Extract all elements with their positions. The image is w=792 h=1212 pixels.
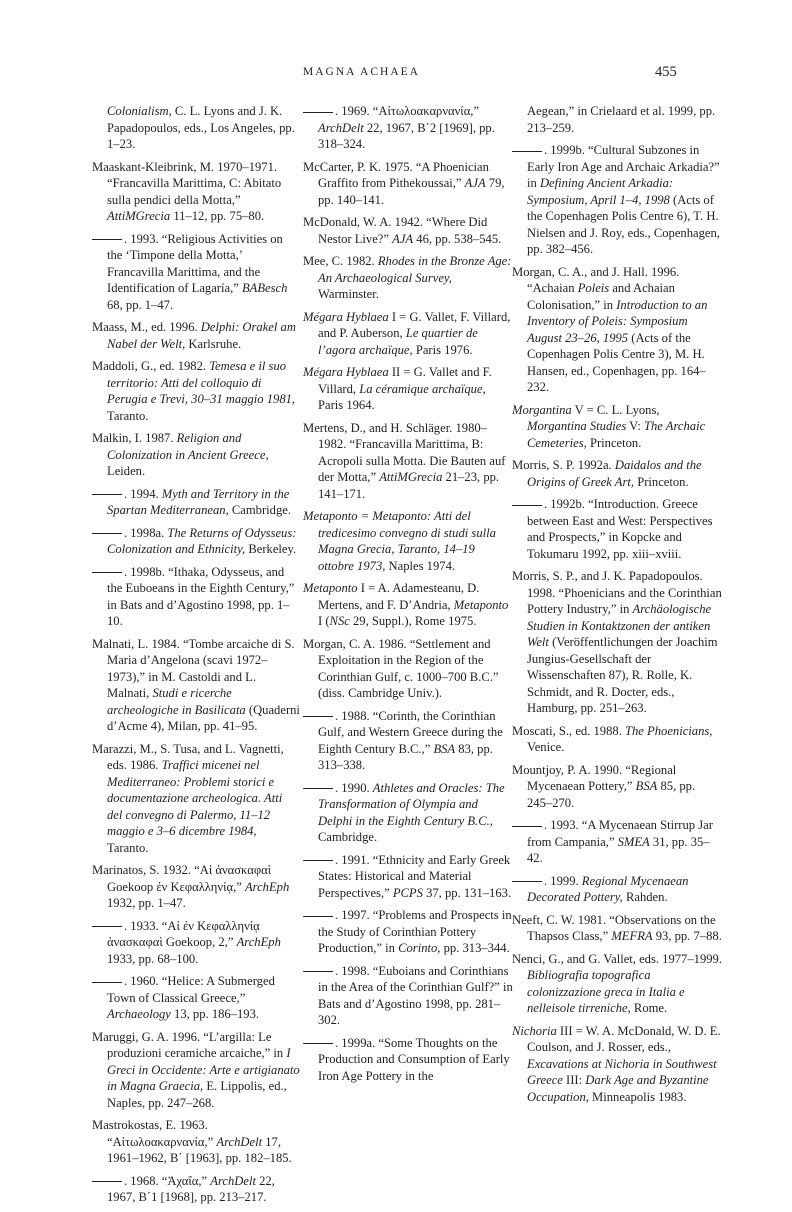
entry-text: . 1998b. “Ithaka, Odysseus, and the Euboeans in the Eighth Century,” in Bats and d’Agostino 1998, pp. 1–10. (107, 564, 295, 628)
entry-italic-text: Delphi: Orakel am Nabel der Welt, (107, 320, 296, 351)
entry-text: 17, 1961–1962, Β΄ [1963], pp. 182–185. (107, 1134, 292, 1165)
bibliography-entry-repeat-author (512, 817, 722, 867)
entry-text: . 1997. “Problems and Prospects in the Study of Corinthian Pottery Production,” in (318, 908, 512, 955)
entry-italic-text: Metaponto (453, 597, 509, 612)
entry-text: 11–12, pp. 75–80. (170, 209, 265, 223)
bibliography-entry-repeat-author (512, 873, 722, 906)
same-author-dash (92, 533, 122, 534)
bibliography-entry (512, 568, 722, 717)
entry-text: McDonald, W. A. 1942. “Where Did Nestor Live?” (303, 215, 488, 246)
entry-italic-text: Colonialism, (107, 104, 172, 118)
entry-text: Aegean,” in Crielaard et al. 1999, pp. 213–259. (527, 104, 716, 135)
entry-italic-text: The Archaic Cemeteries, (527, 419, 706, 450)
entry-italic-text: PCPS (392, 885, 423, 900)
bibliography-entry-repeat-author (512, 142, 722, 258)
entry-italic-text: Rhodes in the Bronze Age: An Archaeological Survey, (318, 254, 512, 285)
entry-italic-text: Archaeology (107, 1007, 171, 1021)
bibliography-entry (512, 103, 722, 136)
entry-text: Maruggi, G. A. 1996. “L’argilla: Le produzioni ceramiche arcaiche,” in (92, 1029, 287, 1060)
bibliography-entry (303, 580, 513, 630)
bibliography-entry (92, 358, 300, 424)
entry-text: Princeton. (586, 435, 642, 450)
entry-text: Maddoli, G., ed. 1982. (92, 359, 210, 373)
same-author-dash (92, 982, 122, 983)
entry-text: 1933, pp. 68–100. (107, 951, 199, 966)
entry-italic-text: Poleis (577, 281, 610, 295)
running-header (0, 58, 792, 78)
same-author-dash (92, 1181, 122, 1182)
bibliography-entry-repeat-author (303, 780, 513, 846)
bibliography-entry-repeat-author (303, 708, 513, 774)
entry-text: . 1991. “Ethnicity and Early Greek States: Historical and Material Perspectives,” (318, 852, 511, 900)
entry-text: 31, pp. 35–42. (527, 834, 710, 865)
entry-text: (Quaderni d’Acme 4), Milan, pp. 41–95. (107, 702, 300, 733)
entry-text: I ( (318, 614, 330, 628)
entry-text: Mastrokostas, E. 1963. “Αἰτωλοακαρνανία,” (92, 1118, 217, 1149)
bibliography-entry-repeat-author (303, 852, 513, 902)
entry-italic-text: Daidalos and the Origins of Greek Art, (527, 458, 702, 489)
entry-italic-text: BSA (433, 741, 456, 756)
same-author-dash (303, 716, 333, 717)
entry-text: Venice. (527, 740, 565, 754)
entry-text: Mertens, D., and H. Schläger. 1980–1982. “Francavilla Marittima, B: Acropoli sulla Motta. Die Bauten auf der Motta,” (303, 420, 506, 484)
entry-text: Naples 1974. (385, 558, 456, 573)
bibliography-entry (512, 762, 722, 812)
entry-text: pp. 313–344. (440, 941, 510, 955)
entry-italic-text: Regional Mycenaean Decorated Pottery, (527, 873, 689, 904)
bibliography-entry-repeat-author (303, 907, 513, 957)
entry-text: . 1998. “Euboians and Corinthians in the Area of the Corinthian Gulf?” in Bats and d’Agostino 1998, pp. 281–302. (318, 963, 513, 1027)
same-author-dash (92, 572, 122, 573)
same-author-dash (512, 505, 542, 506)
entry-text: 68, pp. 1–47. (107, 297, 174, 312)
bibliography-entry (92, 319, 300, 352)
bibliography-entry (92, 1029, 300, 1112)
entry-italic-text: BSA (635, 779, 658, 793)
entry-text: 13, pp. 186–193. (170, 1007, 260, 1021)
entry-text: (Acts of the Copenhagen Polis Centre 3), M. H. Hansen, ed., Copenhagen, pp. 164–232. (527, 330, 706, 394)
entry-text: . 1968. “Ἀχαΐα,” (124, 1173, 211, 1188)
entry-text: 46, pp. 538–545. (413, 231, 502, 246)
bibliography-column-3 (512, 103, 722, 1111)
entry-text: (Acts of the Copenhagen Polis Centre 6), T. H. Nielsen and J. Roy, eds., Copenhagen, pp. 382–456. (527, 192, 720, 256)
entry-text: Warminster. (318, 287, 379, 301)
bibliography-entry (92, 741, 300, 857)
entry-italic-text: The Phoenicians, (625, 723, 713, 738)
bibliography-entry (303, 364, 513, 414)
entry-text: . 1999a. “Some Thoughts on the Production and Consumption of Early Iron Age Pottery in the (318, 1035, 510, 1083)
bibliography-column-1 (92, 103, 300, 1212)
entry-text: Cambridge. (228, 503, 291, 517)
entry-text: Morris, S. P. 1992a. (512, 458, 615, 472)
entry-italic-text: The Returns of Odysseus: Colonization and Ethnicity, (107, 525, 297, 556)
entry-text: . 1992b. “Introduction. Greece between East and West: Perspectives and Prospects,” in Kopcke and Tokumaru 1992, pp. xiii–xviii. (527, 497, 713, 561)
bibliography-entry-repeat-author (92, 525, 300, 558)
entry-italic-text: MEFRA (611, 929, 653, 943)
bibliography-entry-repeat-author (92, 1173, 300, 1206)
entry-text: . 1933. “Αἱ ἐν Κεφαλληνίᾳ ἀνασκαφαὶ Goekoop, 2,” (107, 918, 260, 949)
bibliography-entry (512, 723, 722, 756)
bibliography-entry-repeat-author (303, 103, 513, 153)
entry-text: E. Lippolis, ed., Naples, pp. 247–268. (107, 1079, 287, 1110)
entry-text: Cambridge. (318, 830, 378, 844)
bibliography-entry (92, 103, 300, 153)
entry-italic-text: Myth and Territory in the Spartan Mediterranean, (107, 486, 290, 517)
entry-text: Taranto. (107, 408, 149, 423)
entry-text: 21–23, pp. 141–171. (318, 470, 500, 501)
bibliography-entry (92, 430, 300, 480)
bibliography-entry (512, 457, 722, 490)
entry-text: Morgan, C. A., and J. Hall. 1996. “Achaian (512, 264, 680, 295)
entry-text: Leiden. (107, 464, 146, 478)
entry-text: Princeton. (634, 474, 689, 489)
same-author-dash (92, 926, 122, 927)
bibliography-entry (303, 214, 513, 247)
entry-italic-text: Bibliografia topografica colonizzazione greca in Italia e nelleisole tirreniche, (527, 968, 685, 1015)
entry-italic-text: Studi e ricerche archeologiche in Basilicata (107, 686, 246, 717)
entry-text: (Veröffentlichungen der Joachim Jungius-Gesellschaft der Wissenschaften 87), R. Rolle, K. Schmidt, and R. Docter, eds., Hamburg, pp. 251–263. (527, 635, 718, 715)
entry-text: III: (562, 1073, 586, 1087)
same-author-dash (92, 239, 122, 240)
entry-text: C. L. Lyons and J. K. Papadopoulos, eds., Los Angeles, pp. 1–23. (107, 104, 295, 151)
entry-text: V = C. L. Lyons, (571, 402, 660, 417)
entry-text: Moscati, S., ed. 1988. (512, 723, 625, 738)
bibliography-entry (303, 253, 513, 303)
entry-text: 29, Suppl.), Rome 1975. (349, 614, 477, 628)
entry-text: . 1960. “Helice: A Submerged Town of Classical Greece,” (107, 974, 275, 1005)
entry-text: I = G. Vallet, F. Villard, and P. Auberson, (318, 309, 511, 340)
bibliography-entry (303, 309, 513, 359)
entry-text: Minneapolis 1983. (588, 1089, 687, 1104)
entry-italic-text: SMEA (617, 834, 650, 849)
entry-italic-text: Le quartier de l’agora archaïque, (318, 326, 478, 357)
entry-italic-text: Metaponto = Metaponto: Atti del tredicesimo convegno di studi sulla Magna Grecia, Taranto, 14–19 ottobre 1973, (303, 509, 496, 573)
same-author-dash (303, 112, 333, 113)
same-author-dash (92, 494, 122, 495)
entry-text: 22, 1967, Β΄1 [1968], pp. 213–217. (107, 1173, 275, 1204)
entry-text: . 1994. (124, 486, 162, 501)
entry-italic-text: Athletes and Oracles: The Transformation of Olympia and Delphi in the Eighth Century B.C., (318, 780, 505, 828)
bibliography-entry-repeat-author (303, 1035, 513, 1085)
entry-text: Karlsruhe. (185, 336, 242, 351)
entry-text: Taranto. (107, 840, 149, 855)
same-author-dash (303, 916, 333, 917)
entry-text: Maass, M., ed. 1996. (92, 320, 201, 334)
bibliography-entry-repeat-author (92, 486, 300, 519)
entry-italic-text: NSc (329, 614, 350, 628)
entry-text: Neeft, C. W. 1981. “Observations on the Thapsos Class,” (512, 912, 716, 943)
entry-italic-text: ArchEph (244, 879, 290, 894)
entry-italic-text: ArchDelt (318, 120, 364, 135)
bibliography-column-2 (303, 103, 513, 1090)
entry-text: 85, pp. 245–270. (527, 779, 696, 810)
entry-text: . 1993. “Religious Activities on the ‘Timpone della Motta,’ Francavilla Marittima, and the Identification of Lagaría,” (107, 231, 283, 295)
entry-text: . 1999. (544, 873, 582, 888)
entry-italic-text: BABesch (241, 281, 288, 295)
entry-text: Malnati, L. 1984. “Tombe arcaiche di S. Maria d’Angelona (scavi 1972–1973),” in M. Castoldi and L. Malnati, (92, 636, 295, 700)
entry-text: Malkin, I. 1987. (92, 431, 177, 445)
same-author-dash (512, 826, 542, 827)
bibliography-entry-repeat-author (92, 564, 300, 630)
entry-italic-text: Religion and Colonization in Ancient Greece, (107, 431, 269, 462)
entry-text: Morris, S. P., and J. K. Papadopoulos. 1998. “Phoenicians and the Corinthian Pottery Industry,” in (512, 569, 722, 616)
entry-italic-text: Nichoria (512, 1023, 557, 1038)
bibliography-entry-repeat-author (303, 963, 513, 1029)
entry-text: Nenci, G., and G. Vallet, eds. 1977–1999. (512, 951, 722, 966)
entry-italic-text: Defining Ancient Arkadia: Symposium, April 1–4, 1998 (527, 176, 674, 207)
entry-text: 93, pp. 7–88. (652, 929, 722, 943)
same-author-dash (303, 788, 333, 789)
bibliography-entry-repeat-author (92, 231, 300, 314)
entry-text: Rahden. (622, 890, 668, 904)
entry-text: V: (626, 419, 644, 433)
bibliography-entry-repeat-author (512, 496, 722, 562)
entry-text: and Achaian Colonisation,” in (527, 281, 675, 312)
entry-text: Mountjoy, P. A. 1990. “Regional Mycenaean Pottery,” (512, 762, 677, 793)
entry-italic-text: ArchDelt (210, 1173, 256, 1188)
entry-text: Mee, C. 1982. (303, 254, 378, 268)
entry-italic-text: I Greci in Occidente: Arte e artigianato in Magna Graecia, (107, 1046, 300, 1093)
entry-italic-text: Traffici micenei nel Mediterraneo: Problemi storici e documentazione archeologica. Atti del convegno di Palermo, 11–12 maggio e 3–6 dicembre 1984, (107, 758, 283, 838)
entry-text: Rome. (630, 1001, 668, 1015)
page-number: 455 (655, 64, 677, 80)
same-author-dash (512, 151, 542, 152)
same-author-dash (512, 881, 542, 882)
entry-text: . 1988. “Corinth, the Corinthian Gulf, and Western Greece during the Eighth Century B.C.,” (318, 708, 503, 756)
same-author-dash (303, 860, 333, 861)
entry-text: II = G. Vallet and F. Villard, (318, 365, 492, 396)
bibliography-entry (92, 862, 300, 912)
same-author-dash (303, 971, 333, 972)
entry-italic-text: ArchEph (236, 935, 281, 949)
entry-text: 83, pp. 313–338. (318, 741, 493, 772)
entry-text: Paris 1964. (318, 398, 375, 412)
entry-text: Marinatos, S. 1932. “Αἱ ἀνασκαφαὶ Goekoop ἐν Κεφαλληνίᾳ,” (92, 863, 272, 894)
bibliography-entry (512, 912, 722, 945)
entry-italic-text: AttiMGrecia (379, 470, 443, 484)
entry-italic-text: AJA (392, 231, 414, 246)
entry-italic-text: La céramique archaïque, (359, 381, 486, 396)
entry-text: . 1969. “Αἰτωλοακαρνανία,” (335, 104, 480, 118)
entry-italic-text: Temesa e il suo territorio: Atti del colloquio di Perugia e Trevi, 30–31 maggio 1981, (107, 359, 296, 406)
entry-italic-text: Introduction to an Inventory of Poleis: Symposium August 23–26, 1995 (527, 297, 708, 345)
entry-text: . 1993. “A Mycenaean Stirrup Jar from Campania,” (527, 818, 713, 849)
bibliography-entry (303, 420, 513, 503)
same-author-dash (303, 1043, 333, 1044)
entry-text: 79, pp. 140–141. (318, 176, 505, 207)
entry-text: . 1990. (335, 780, 373, 795)
entry-italic-text: Excavations at Nichoria in Southwest Greece (527, 1056, 717, 1087)
entry-italic-text: ArchDelt (216, 1134, 263, 1149)
entry-italic-text: Dark Age and Byzantine Occupation, (527, 1073, 709, 1104)
entry-text: Paris 1976. (412, 342, 473, 357)
entry-italic-text: Metaponto (303, 581, 358, 595)
entry-italic-text: Morgantina (512, 402, 572, 417)
entry-italic-text: Morgantina Studies (527, 419, 627, 433)
bibliography-entry (92, 159, 300, 225)
bibliography-entry (303, 508, 513, 574)
entry-italic-text: AJA (464, 176, 486, 190)
entry-italic-text: Mégara Hyblaea (303, 309, 389, 324)
bibliography-entry (92, 1117, 300, 1167)
entry-italic-text: AttiMGrecia (107, 209, 171, 223)
entry-text: . 1999b. “Cultural Subzones in Early Iron Age and Archaic Arkadia?” in (527, 143, 720, 190)
entry-text: 37, pp. 131–163. (422, 885, 512, 900)
entry-text: 22, 1967, Β΄2 [1969], pp. 318–324. (318, 120, 495, 151)
entry-text: Morgan, C. A. 1986. “Settlement and Exploitation in the Region of the Corinthian Gulf, c. 1000–700 B.C.” (diss. Cambridge Univ.). (303, 636, 499, 700)
entry-text: Maaskant-Kleibrink, M. 1970–1971. “Francavilla Marittima, C: Abitato sulla pendici della Motta,” (92, 159, 282, 207)
entry-text: . 1998a. (124, 525, 168, 540)
running-head-title: MAGNA ACHAEA (303, 66, 420, 78)
entry-italic-text: Mégara Hyblaea (303, 365, 389, 379)
entry-text: Berkeley. (245, 542, 297, 556)
bibliography-entry (92, 636, 300, 735)
bibliography-entry-repeat-author (92, 918, 300, 968)
bibliography-entry (303, 159, 513, 209)
bibliography-entry (512, 951, 722, 1017)
entry-italic-text: Archäologische Studien in Kontaktzonen der antiken Welt (527, 602, 712, 649)
bibliography-entry (303, 636, 513, 702)
entry-text: III = W. A. McDonald, W. D. E. Coulson, and J. Rosser, eds., (527, 1023, 721, 1054)
entry-text: McCarter, P. K. 1975. “A Phoenician Graffito from Pithekoussai,” (303, 159, 489, 190)
entry-text: I = A. Adamesteanu, D. Mertens, and F. D’Andria, (318, 581, 480, 612)
bibliography-entry (512, 1023, 722, 1106)
entry-text: 1932, pp. 1–47. (107, 896, 186, 910)
entry-italic-text: Corinto, (398, 941, 441, 955)
entry-text: Marazzi, M., S. Tusa, and L. Vagnetti, eds. 1986. (92, 741, 284, 772)
bibliography-entry (512, 402, 722, 452)
bibliography-entry-repeat-author (92, 973, 300, 1023)
bibliography-entry (512, 264, 722, 396)
